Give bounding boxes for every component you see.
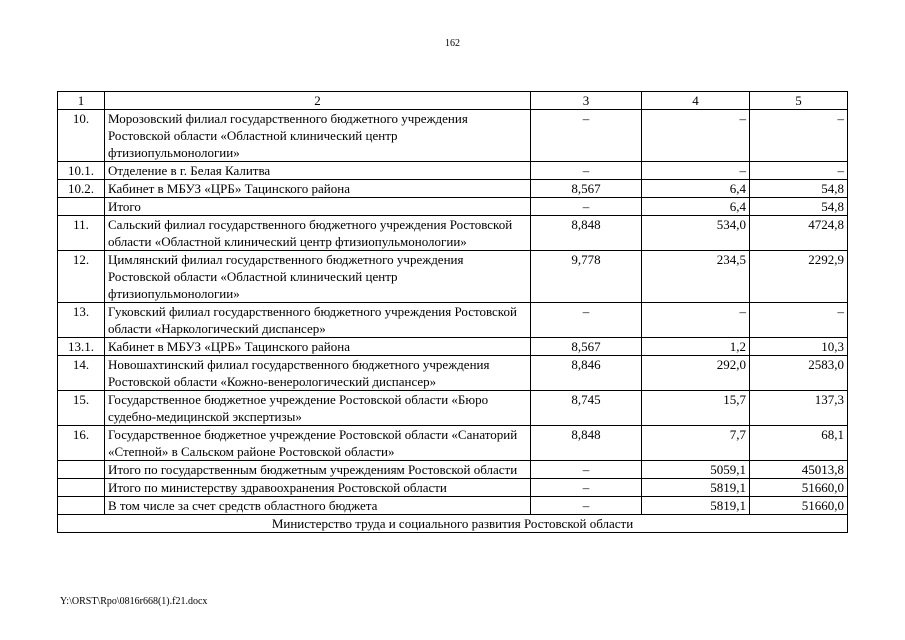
row-number: 14. (58, 356, 105, 391)
row-number: 11. (58, 216, 105, 251)
row-number (58, 198, 105, 216)
table-row (58, 391, 848, 426)
section-title: Министерство труда и социального развития Ростовской области (58, 515, 848, 533)
row-col-4: – (642, 162, 750, 180)
row-name: Сальский филиал государственного бюджетного учреждения Ростовской области «Областной клинический центр фтизиопульмонологии» (105, 216, 531, 251)
row-col-5: 51660,0 (750, 497, 848, 515)
row-col-4: 7,7 (642, 426, 750, 461)
row-number: 10.2. (58, 180, 105, 198)
row-col-5: 2583,0 (750, 356, 848, 391)
table-row (58, 426, 848, 461)
row-col-4: 6,4 (642, 198, 750, 216)
row-col-5: 10,3 (750, 338, 848, 356)
row-number: 15. (58, 391, 105, 426)
row-col-3: – (531, 162, 642, 180)
header-col-3: 3 (531, 92, 642, 110)
row-number (58, 461, 105, 479)
row-col-4: 534,0 (642, 216, 750, 251)
row-col-4: – (642, 110, 750, 162)
row-number: 16. (58, 426, 105, 461)
row-col-5: 51660,0 (750, 479, 848, 497)
table-header-row (58, 92, 848, 110)
page-number: 162 (445, 38, 460, 49)
row-name: В том числе за счет средств областного бюджета (105, 497, 531, 515)
table-row (58, 497, 848, 515)
table-row (58, 110, 848, 162)
table-row (58, 356, 848, 391)
table-row (58, 198, 848, 216)
row-col-4: 15,7 (642, 391, 750, 426)
row-col-3: 8,848 (531, 216, 642, 251)
row-number: 12. (58, 251, 105, 303)
row-col-4: 5819,1 (642, 479, 750, 497)
table-row (58, 303, 848, 338)
row-col-5: 68,1 (750, 426, 848, 461)
section-row (58, 515, 848, 533)
header-col-2: 2 (105, 92, 531, 110)
row-col-3: 8,848 (531, 426, 642, 461)
row-col-5: 137,3 (750, 391, 848, 426)
row-name: Итого по министерству здравоохранения Ростовской области (105, 479, 531, 497)
table-row (58, 251, 848, 303)
table-row (58, 162, 848, 180)
row-col-4: 5059,1 (642, 461, 750, 479)
row-name: Отделение в г. Белая Калитва (105, 162, 531, 180)
row-number (58, 497, 105, 515)
row-col-4: – (642, 303, 750, 338)
table-row (58, 180, 848, 198)
row-name: Итого (105, 198, 531, 216)
table-row (58, 216, 848, 251)
row-number: 10.1. (58, 162, 105, 180)
row-number: 13.1. (58, 338, 105, 356)
table-row (58, 461, 848, 479)
row-col-4: 6,4 (642, 180, 750, 198)
row-name: Новошахтинский филиал государственного бюджетного учреждения Ростовской области «Кожно-венерологический диспансер» (105, 356, 531, 391)
row-name: Морозовский филиал государственного бюджетного учреждения Ростовской области «Областной клинический центр фтизиопульмонологии» (105, 110, 531, 162)
row-col-5: 54,8 (750, 198, 848, 216)
table-row (58, 338, 848, 356)
row-number: 10. (58, 110, 105, 162)
data-table (57, 91, 848, 533)
row-name: Цимлянский филиал государственного бюджетного учреждения Ростовской области «Областной клинический центр фтизиопульмонологии» (105, 251, 531, 303)
row-col-4: 5819,1 (642, 497, 750, 515)
row-col-4: 292,0 (642, 356, 750, 391)
row-col-4: 234,5 (642, 251, 750, 303)
row-col-4: 1,2 (642, 338, 750, 356)
row-name: Кабинет в МБУЗ «ЦРБ» Тацинского района (105, 180, 531, 198)
row-col-5: – (750, 162, 848, 180)
header-col-1: 1 (58, 92, 105, 110)
row-name: Государственное бюджетное учреждение Ростовской области «Бюро судебно-медицинской экспертизы» (105, 391, 531, 426)
row-col-5: – (750, 110, 848, 162)
row-col-5: 45013,8 (750, 461, 848, 479)
row-number (58, 479, 105, 497)
row-name: Государственное бюджетное учреждение Ростовской области «Санаторий «Степной» в Сальском районе Ростовской области» (105, 426, 531, 461)
header-col-5: 5 (750, 92, 848, 110)
row-col-5: 54,8 (750, 180, 848, 198)
row-col-3: – (531, 303, 642, 338)
row-col-3: 8,846 (531, 356, 642, 391)
row-col-3: – (531, 479, 642, 497)
row-col-3: – (531, 461, 642, 479)
row-number: 13. (58, 303, 105, 338)
row-col-3: 8,567 (531, 180, 642, 198)
row-col-5: 2292,9 (750, 251, 848, 303)
row-name: Гуковский филиал государственного бюджетного учреждения Ростовской области «Наркологический диспансер» (105, 303, 531, 338)
row-col-5: – (750, 303, 848, 338)
row-name: Итого по государственным бюджетным учреждениям Ростовской области (105, 461, 531, 479)
row-col-3: – (531, 198, 642, 216)
header-col-4: 4 (642, 92, 750, 110)
row-col-3: – (531, 110, 642, 162)
table-row (58, 479, 848, 497)
row-col-5: 4724,8 (750, 216, 848, 251)
footer-file-path: Y:\ORST\Rpo\0816r668(1).f21.docx (60, 596, 208, 607)
row-col-3: – (531, 497, 642, 515)
row-col-3: 8,567 (531, 338, 642, 356)
row-col-3: 8,745 (531, 391, 642, 426)
row-name: Кабинет в МБУЗ «ЦРБ» Тацинского района (105, 338, 531, 356)
row-col-3: 9,778 (531, 251, 642, 303)
